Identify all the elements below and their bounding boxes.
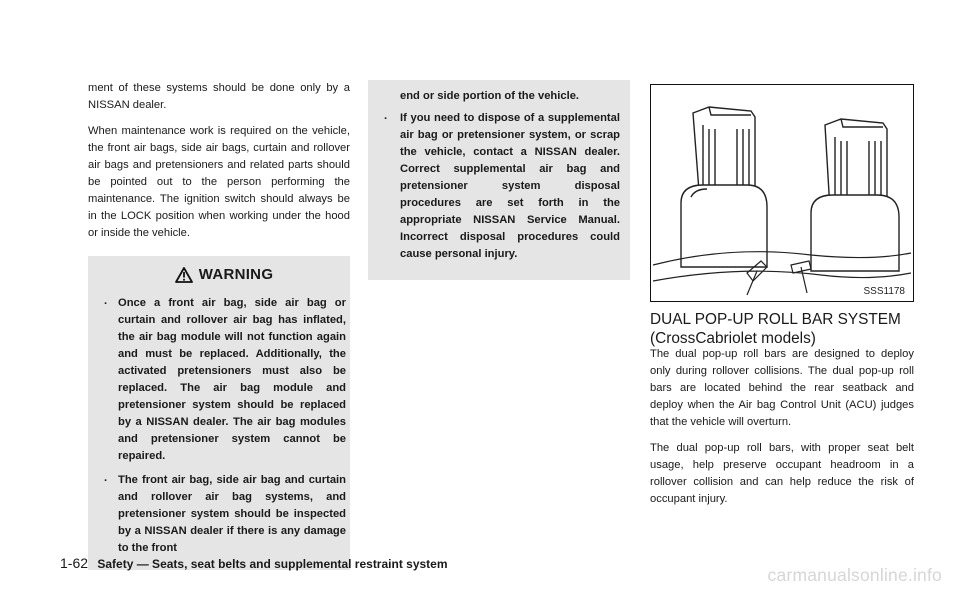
warning-item: . Once a front air bag, side air bag or curtain and rollover air bag has inflated, the air bag module will not function again and must be replaced. Additionally, the activated pretensioners must also be replaced. The air bag module and pretensioner system should be replaced by a NISSAN dealer. The air bag modules and pretensioner system cannot be repaired. <box>102 295 346 465</box>
warning-item: . If you need to dispose of a supplemental air bag or pretensioner system, or scrap the vehicle, contact a NISSAN dealer. Correct supplemental air bag and pretensioner system disposal procedures are set forth in the appropriate NISSAN Service Manual. Incorrect disposal procedures could cause personal injury. <box>376 110 620 263</box>
footer-title: Safety — Seats, seat belts and supplemental restraint system <box>97 557 448 571</box>
section-title-line1: DUAL POP-UP ROLL BAR SYSTEM <box>650 311 901 328</box>
column-middle <box>368 80 630 280</box>
column-right <box>650 346 914 517</box>
warning-item: . The front air bag, side air bag and curtain and rollover air bag systems, and pretensioner system should be inspected by a NISSAN dealer if there is any damage to the front <box>102 472 346 557</box>
warning-box-continued <box>368 80 630 280</box>
watermark: carmanualsonline.info <box>767 565 942 585</box>
figure-label: SSS1178 <box>863 286 905 297</box>
paragraph-maintenance: When maintenance work is required on the vehicle, the front air bags, side air bags, curtain and rollover air bags and pretensioners and related parts should be pointed out to the person performing the maintenance. The ignition switch should always be in the LOCK position when working under the hood or inside the vehicle. <box>88 125 350 239</box>
section-title-line2: (CrossCabriolet models) <box>650 330 816 347</box>
roll-bar-figure <box>650 84 914 302</box>
page-number: 1-62 <box>60 555 89 571</box>
warning-list <box>376 110 620 263</box>
column-left <box>88 80 350 570</box>
warning-heading <box>102 266 346 283</box>
warning-list <box>102 295 346 557</box>
page-footer <box>60 555 448 571</box>
paragraph-roll-bar-deploy: The dual pop-up roll bars are designed to deploy only during rollover collisions. The dual pop-up roll bars are located behind the rear seatback and deploy when the Air bag Control Unit (ACU) judges that the vehicle will overturn. <box>650 348 914 428</box>
paragraph-continuation: ment of these systems should be done only by a NISSAN dealer. <box>88 82 350 111</box>
warning-box <box>88 256 350 570</box>
roll-bar-illustration <box>651 85 913 301</box>
warning-title: WARNING <box>198 266 274 283</box>
warning-continuation: end or side portion of the vehicle. <box>400 90 580 102</box>
paragraph-roll-bar-benefit: The dual pop-up roll bars, with proper seat belt usage, help preserve occupant headroom in a rollover collision and can help reduce the risk of occupant injury. <box>650 442 914 505</box>
warning-triangle-icon <box>175 267 193 283</box>
section-title <box>650 310 914 348</box>
